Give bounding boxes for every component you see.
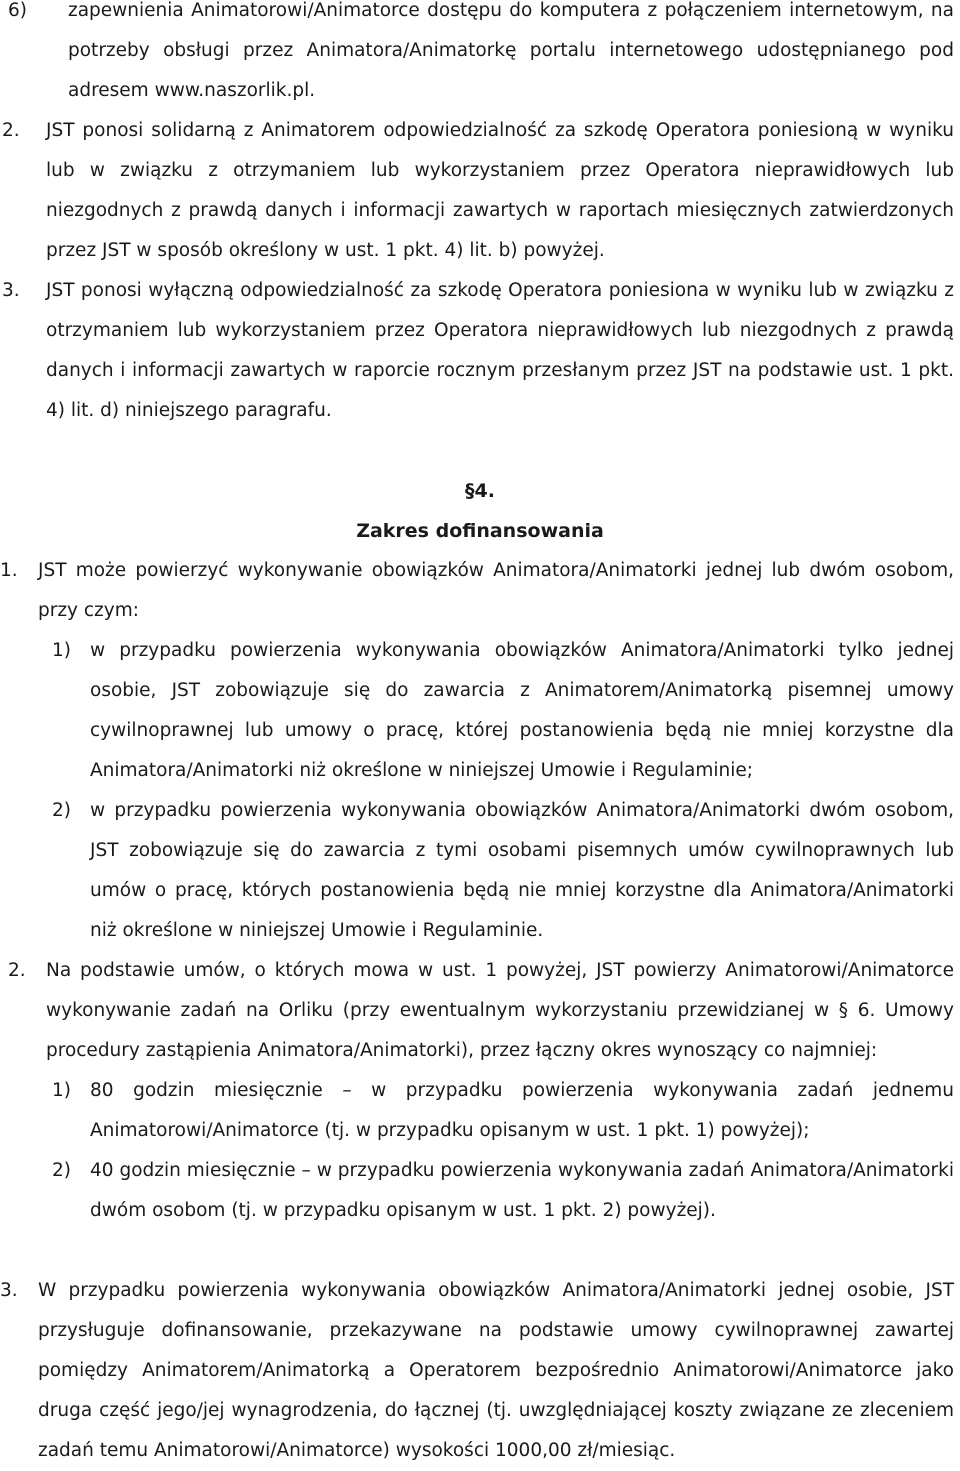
sub-item-text: 40 godzin miesięcznie – w przypadku powierzenia wykonywania zadań Animatora/Animatorki dwóm osobom (tj. w przypadku opisanym w ust. 1 pkt. 2) powyżej). <box>90 1160 954 1221</box>
paragraph-number: 1. <box>0 560 18 581</box>
section-number: §4. <box>465 480 495 502</box>
sub-item-number: 1) <box>52 640 71 661</box>
section-title: Zakres dofinansowania <box>356 520 604 542</box>
paragraph-text: JST może powierzyć wykonywanie obowiązków Animatora/Animatorki jednej lub dwóm osobom, przy czym: <box>38 560 954 621</box>
paragraph-number: 3. <box>2 280 20 301</box>
paragraph-text: Na podstawie umów, o których mowa w ust. 1 powyżej, JST powierzy Animatorowi/Animatorce wykonywanie zadań na Orliku (przy ewentualnym wykorzystaniu przewidzianej w § 6. Umowy procedury zastąpienia Animatora/Animatorki), przez łączny okres wynoszący co najmniej: <box>46 960 954 1061</box>
paragraph-text: W przypadku powierzenia wykonywania obowiązków Animatora/Animatorki jednej osobie, JST przysługuje dofinansowanie, przekazywane na podstawie umowy cywilnoprawnej zawartej pomiędzy Animatorem/Animatorką a Operatorem bezpośrednio Animatorowi/Animatorce jako druga część jego/jej wynagrodzenia, do łącznej (tj. uwzględniającej koszty związane ze zleceniem zadań temu Animatorowi/Animatorce) wysokości 1000,00 zł/miesiąc. <box>38 1280 954 1461</box>
item-number: 6) <box>8 0 27 21</box>
sub-item-number: 1) <box>52 1080 71 1101</box>
sub-item-number: 2) <box>52 1160 71 1181</box>
sub-item-text: w przypadku powierzenia wykonywania obowiązków Animatora/Animatorki dwóm osobom, JST zobowiązuje się do zawarcia z tymi osobami pisemnych umów cywilnoprawnych lub umów o pracę, których postanowienia będą nie mniej korzystne dla Animatora/Animatorki niż określone w niniejszej Umowie i Regulaminie. <box>90 800 954 941</box>
paragraph-text: zapewnienia Animatorowi/Animatorce dostępu do komputera z połączeniem internetowym, na potrzeby obsługi przez Animatora/Animatorkę portalu internetowego udostępnianego pod adresem www.naszorlik.pl. <box>68 0 954 101</box>
paragraph-number: 2. <box>8 960 26 981</box>
sub-item-text: 80 godzin miesięcznie – w przypadku powierzenia wykonywania zadań jednemu Animatorowi/Animatorce (tj. w przypadku opisanym w ust. 1 pkt. 1) powyżej); <box>90 1080 954 1141</box>
paragraph-number: 2. <box>2 120 20 141</box>
paragraph-text: JST ponosi wyłączną odpowiedzialność za szkodę Operatora poniesiona w wyniku lub w związku z otrzymaniem lub wykorzystaniem przez Operatora nieprawidłowych lub niezgodnych z prawdą danych i informacji zawartych w raporcie rocznym przesłanym przez JST na podstawie ust. 1 pkt. 4) lit. d) niniejszego paragrafu. <box>46 280 954 421</box>
paragraph-text: JST ponosi solidarną z Animatorem odpowiedzialność za szkodę Operatora poniesioną w wyniku lub w związku z otrzymaniem lub wykorzystaniem przez Operatora nieprawidłowych lub niezgodnych z prawdą danych i informacji zawartych w raportach miesięcznych zatwierdzonych przez JST w sposób określony w ust. 1 pkt. 4) lit. b) powyżej. <box>46 120 954 261</box>
sub-item-number: 2) <box>52 800 71 821</box>
paragraph-number: 3. <box>0 1280 18 1301</box>
sub-item-text: w przypadku powierzenia wykonywania obowiązków Animatora/Animatorki tylko jednej osobie, JST zobowiązuje się do zawarcia z Animatorem/Animatorką pisemnej umowy cywilnoprawnej lub umowy o pracę, której postanowienia będą nie mniej korzystne dla Animatora/Animatorki niż określone w niniejszej Umowie i Regulaminie; <box>90 640 954 781</box>
